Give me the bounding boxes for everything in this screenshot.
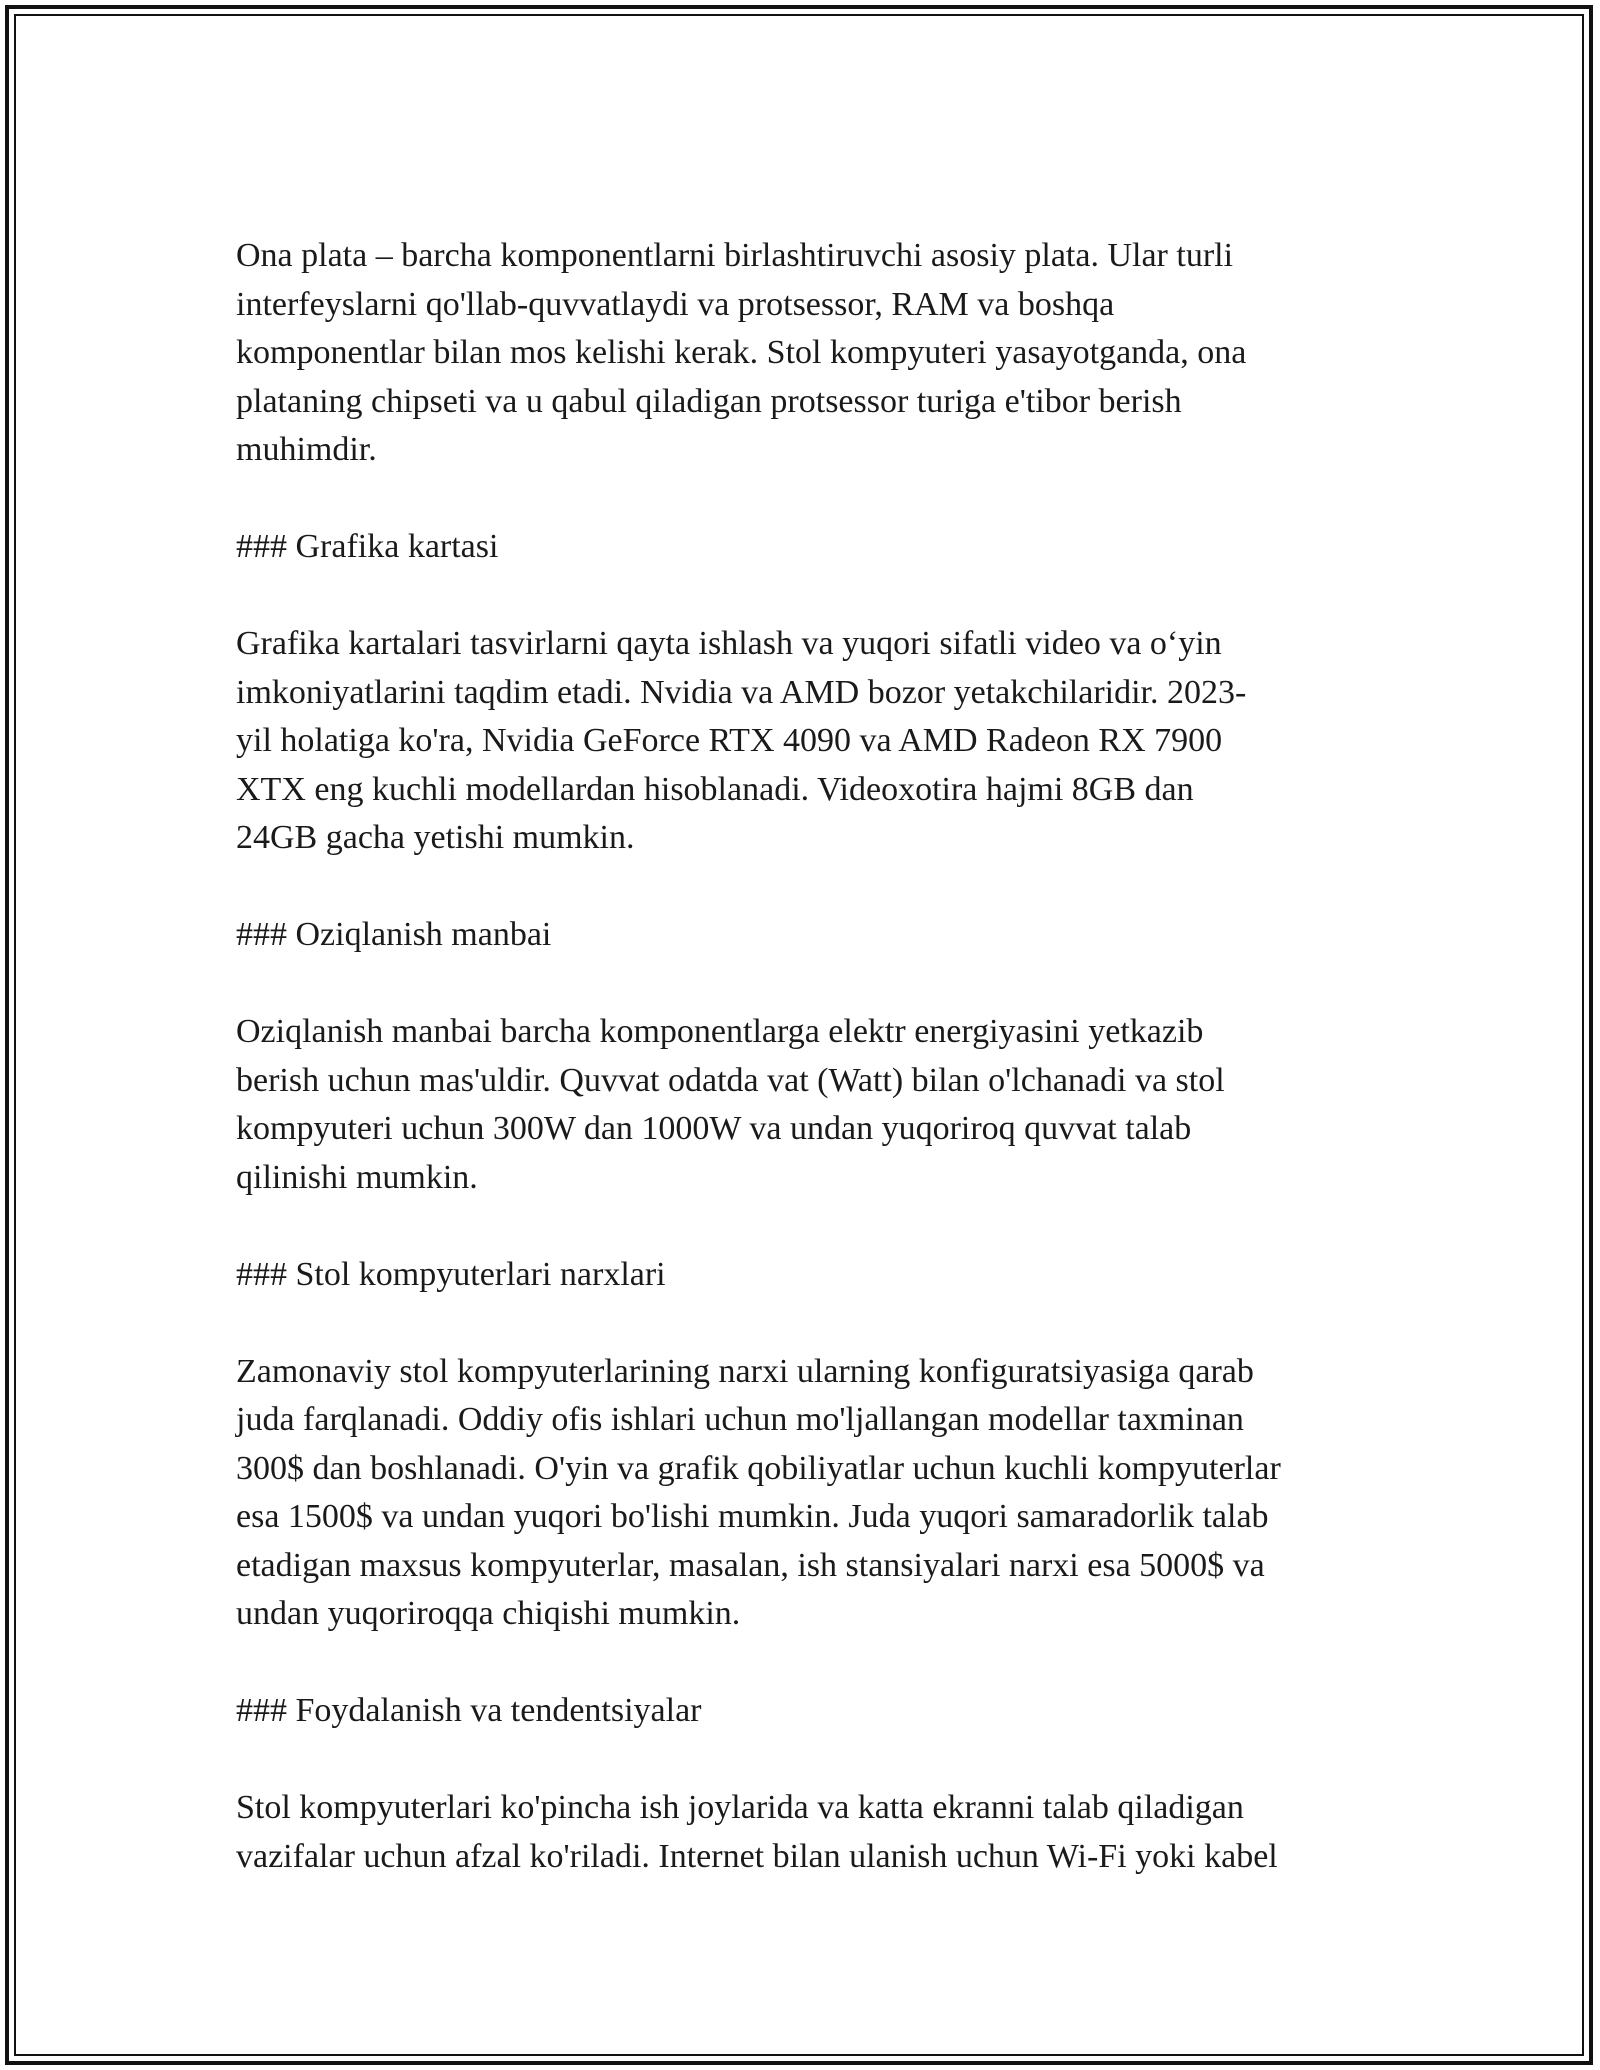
paragraph-motherboard: Ona plata – barcha komponentlarni birlashtiruvchi asosiy plata. Ular turli interfeyslarni qo'llab-quvvatlaydi va protsessor, RAM va boshqa komponentlar bilan mos kelishi kerak. Stol kompyuteri yasayotganda, ona plataning chipseti va u qabul qiladigan protsessor turiga e'tibor berish muhimdir.	[236, 237, 1247, 468]
document-body	[236, 232, 1376, 1930]
paragraph-usage-trends: Stol kompyuterlari ko'pincha ish joylarida va katta ekranni talab qiladigan vazifalar uchun afzal ko'riladi. Internet bilan ulanish uchun Wi-Fi yoki kabel	[236, 1789, 1278, 1875]
paragraph-graphics-card: Grafika kartalari tasvirlarni qayta ishlash va yuqori sifatli video va o‘yin imkoniyatlarini taqdim etadi. Nvidia va AMD bozor yetakchilaridir. 2023- yil holatiga ko'ra, Nvidia GeForce RTX 4090 va AMD Radeon RX 7900 XTX eng kuchli modellardan hisoblanadi. Videoxotira hajmi 8GB dan 24GB gacha yetishi mumkin.	[236, 625, 1247, 856]
paragraph-power-supply: Oziqlanish manbai barcha komponentlarga elektr energiyasini yetkazib berish uchun mas'uldir. Quvvat odatda vat (Watt) bilan o'lchanadi va stol kompyuteri uchun 300W dan 1000W va undan yuqoriroq quvvat talab qilinishi mumkin.	[236, 1013, 1225, 1196]
heading-desktop-prices: ### Stol kompyuterlari narxlari	[236, 1255, 666, 1293]
heading-usage-trends: ### Foydalanish va tendentsiyalar	[236, 1692, 702, 1729]
heading-power-supply: ### Oziqlanish manbai	[236, 916, 552, 953]
paragraph-desktop-prices: Zamonaviy stol kompyuterlarining narxi ularning konfiguratsiyasiga qarab juda farqlanadi. Oddiy ofis ishlari uchun mo'ljallangan modellar taxminan 300$ dan boshlanadi. O'yin va grafik qobiliyatlar uchun kuchli kompyuterlar esa 1500$ va undan yuqori bo'lishi mumkin. Juda yuqori samaradorlik talab etadigan maxsus kompyuterlar, masalan, ish stansiyalari narxi esa 5000$ va undan yuqoriroqqa chiqishi mumkin.	[236, 1352, 1281, 1632]
heading-graphics-card: ### Grafika kartasi	[236, 528, 499, 565]
